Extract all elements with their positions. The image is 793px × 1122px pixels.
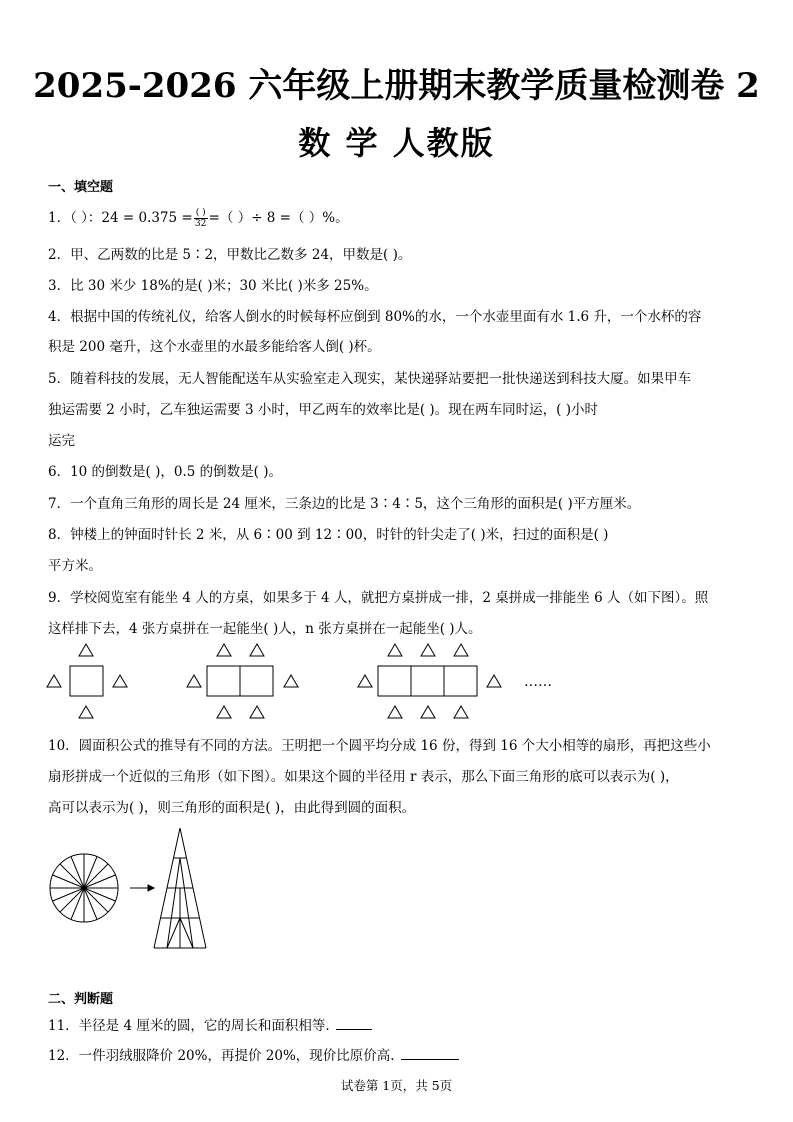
question-10-line-3: 高可以表示为( )，则三角形的面积是( )，由此得到圆的面积。 (48, 800, 416, 816)
question-3: 3．比 30 米少 18%的是( )米；30 米比( )米多 25%。 (48, 278, 378, 294)
question-8-line-1: 8．钟楼上的钟面时针长 2 米，从 6∶00 到 12∶00，时针的针尖走了( )米，扫过的面积是( ) (48, 527, 609, 543)
answer-blank[interactable] (336, 1017, 372, 1030)
question-4-line-2: 积是 200 毫升，这个水壶里的水最多能给客人倒( )杯。 (48, 339, 381, 355)
page-subtitle: 数 学 人教版 (298, 124, 495, 162)
page-title: 2025-2026 六年级上册期末教学质量检测卷 2 (33, 66, 760, 106)
page-footer: 试卷第 1页，共 5页 (340, 1078, 453, 1093)
question-9-line-1: 9．学校阅览室有能坐 4 人的方桌，如果多于 4 人，就把方桌拼成一排，2 桌拼成一排能坐 6 人（如下图）。照 (48, 590, 709, 606)
question-10-line-2: 扇形拼成一个近似的三角形（如下图）。如果这个圆的半径用 r 表示，那么下面三角形的底可以表示为( )， (48, 769, 679, 785)
question-8-line-2: 平方米。 (48, 558, 102, 574)
question-7: 7．一个直角三角形的周长是 24 厘米，三条边的比是 3∶4∶5，这个三角形的面积是( )平方厘米。 (48, 496, 641, 512)
circle-triangle-figure (44, 822, 224, 952)
question-2: 2．甲、乙两数的比是 5∶2，甲数比乙数多 24，甲数是( )。 (48, 247, 412, 263)
continuation-dots: …… (524, 674, 552, 690)
question-10-line-1: 10．圆面积公式的推导有不同的方法。王明把一个圆平均分成 16 份，得到 16 个大小相等的扇形，再把这些小 (48, 738, 711, 754)
section-judge-heading: 二、判断题 (48, 992, 114, 1007)
triangle-edge (167, 858, 180, 948)
question-9-line-2: 这样排下去，4 张方桌拼在一起能坐( )人，n 张方桌拼在一起能坐( )人。 (48, 621, 482, 637)
question-11: 11．半径是 4 厘米的圆，它的周长和面积相等. (48, 1014, 372, 1034)
section-fill-heading: 一、填空题 (48, 180, 114, 195)
fraction: $\frac{( )}{32}$ (194, 208, 207, 229)
triangle-edge (180, 858, 193, 948)
table-seating-figure (40, 640, 580, 724)
question-12: 12．一件羽绒服降价 20%，再提价 20%，现价比原价高. (48, 1044, 459, 1064)
question-1: 1．（ ）：24 = 0.375 = $\frac{( )}{32}=$（ ）÷ 8 =（ ）%。 (48, 208, 349, 229)
question-6: 6．10 的倒数是( )，0.5 的倒数是( )。 (48, 464, 282, 480)
question-4-line-1: 4．根据中国的传统礼仪，给客人倒水的时候每杯应倒到 80%的水，一个水壶里面有水 1.6 升，一个水杯的容 (48, 309, 702, 325)
question-5-line-1: 5．随着科技的发展，无人智能配送车从实验室走入现实，某快递驿站要把一批快递送到科技大厦。如果甲车 (48, 371, 692, 387)
question-5-line-3: 运完 (48, 433, 75, 449)
answer-blank[interactable] (401, 1047, 459, 1060)
question-5-line-2: 独运需要 2 小时，乙车独运需要 3 小时，甲乙两车的效率比是( )。现在两车同时运，( )小时 (48, 402, 598, 418)
